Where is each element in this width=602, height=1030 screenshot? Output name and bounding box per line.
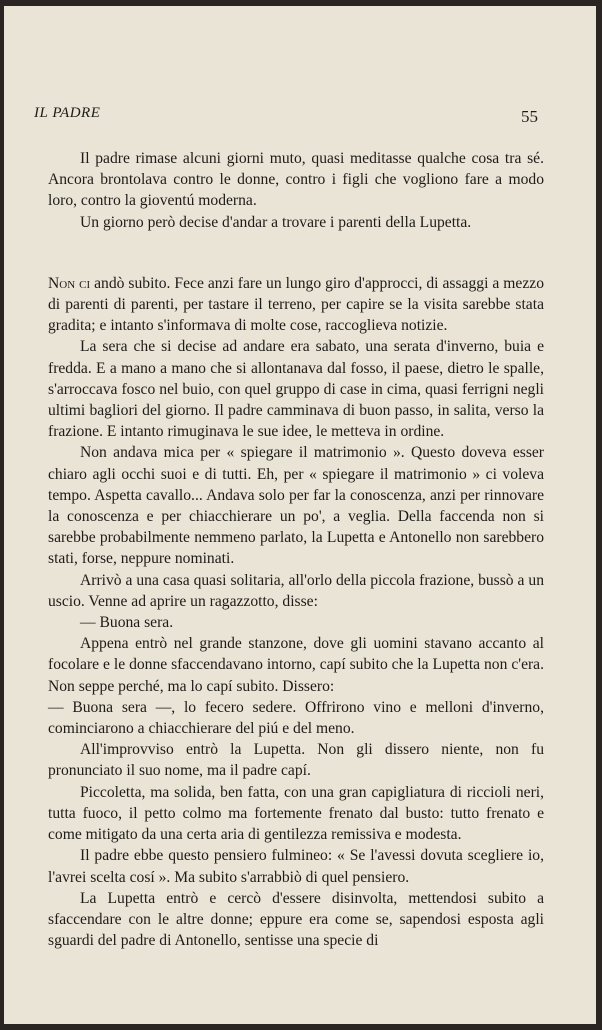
running-title: IL PADRE: [34, 105, 101, 121]
paragraph: Il padre rimase alcuni giorni muto, quasi meditasse qualche cosa tra sé. Ancora brontolava contro le donne, contro i figli che vogliono fare a modo loro, contro la gioventú moderna.: [48, 150, 544, 210]
paragraph: Arrivò a una casa quasi solitaria, all'orlo della piccola frazione, bussò a un uscio. Venne ad aprire un ragazzotto, disse:: [48, 571, 544, 610]
paragraph: Il padre ebbe questo pensiero fulmineo: « Se l'avessi dovuta scegliere io, l'avrei scelta cosí ». Ma subito s'arrabbiò di quel pensiero.: [48, 847, 544, 886]
paragraph-text: andò subito. Fece anzi fare un lungo giro d'approcci, di assaggi a mezzo di parenti di parenti, per tastare il terreno, per capire se la visita sarebbe stata gradita; e intanto s'informava di molte cose, raccoglieva notizie.: [48, 274, 544, 335]
paragraph: Non andava mica per « spiegare il matrimonio ». Questo doveva esser chiaro agli occhi suoi e di tutti. Eh, per « spiegare il matrimonio » ci voleva tempo. Aspetta cavallo... Andava solo per far la conoscenza, anzi per rinnovare la conoscenza e per chiacchierare un po', a veglia. Della faccenda non si sarebbe probabilmente nemmeno parlato, la Lupetta e Antonello non sarebbero stati, forse, neppure nominati.: [48, 444, 544, 568]
book-page: [4, 6, 596, 1024]
paragraph: All'improvviso entrò la Lupetta. Non gli dissero niente, non fu pronunciato il suo nome, ma il padre capí.: [48, 741, 544, 780]
section-start-paragraph: [48, 273, 544, 337]
paragraph: Piccoletta, ma solida, ben fatta, con una gran capigliatura di riccioli neri, tutta fuoco, il petto colmo ma fortemente frenato dal busto: tutto frenato e come mitigato da una certa aria di gentilezza remissiva e modesta.: [48, 783, 544, 844]
paragraph: La sera che si decise ad andare era sabato, una serata d'inverno, buia e fredda. E a mano a mano che si allontanava dal fosso, il paese, dietro le spalle, s'arroccava fosco nel buio, con quel gruppo di case in cima, quasi ferrigni negli ultimi bagliori del giorno. Il padre camminava di buon passo, in salita, verso la frazione. E intanto rimuginava le sue idee, le metteva in ordine.: [48, 338, 544, 441]
body-text: [48, 148, 544, 951]
page-number: 55: [521, 107, 538, 126]
paragraph: La Lupetta entrò e cercò d'essere disinvolta, mettendosi subito a sfaccendare con le altre donne; eppure era come se, sapendosi esposta agli sguardi del padre di Antonello, sentisse una specie di: [48, 889, 544, 950]
dialogue-line: — Buona sera —, lo fecero sedere. Offrirono vino e melloni d'inverno, cominciarono a chiacchierare del piú e del meno.: [48, 698, 544, 738]
dialogue-line: — Buona sera.: [80, 614, 174, 632]
paragraph: Un giorno però decise d'andar a trovare i parenti della Lupetta.: [80, 213, 472, 231]
small-caps-lead: Non ci: [48, 274, 91, 292]
paragraph: Appena entrò nel grande stanzone, dove gli uomini stavano accanto al focolare e le donne sfaccendavano intorno, capí subito che la Lupetta non c'era. Non seppe perché, ma lo capí subito. Dissero:: [48, 635, 544, 695]
